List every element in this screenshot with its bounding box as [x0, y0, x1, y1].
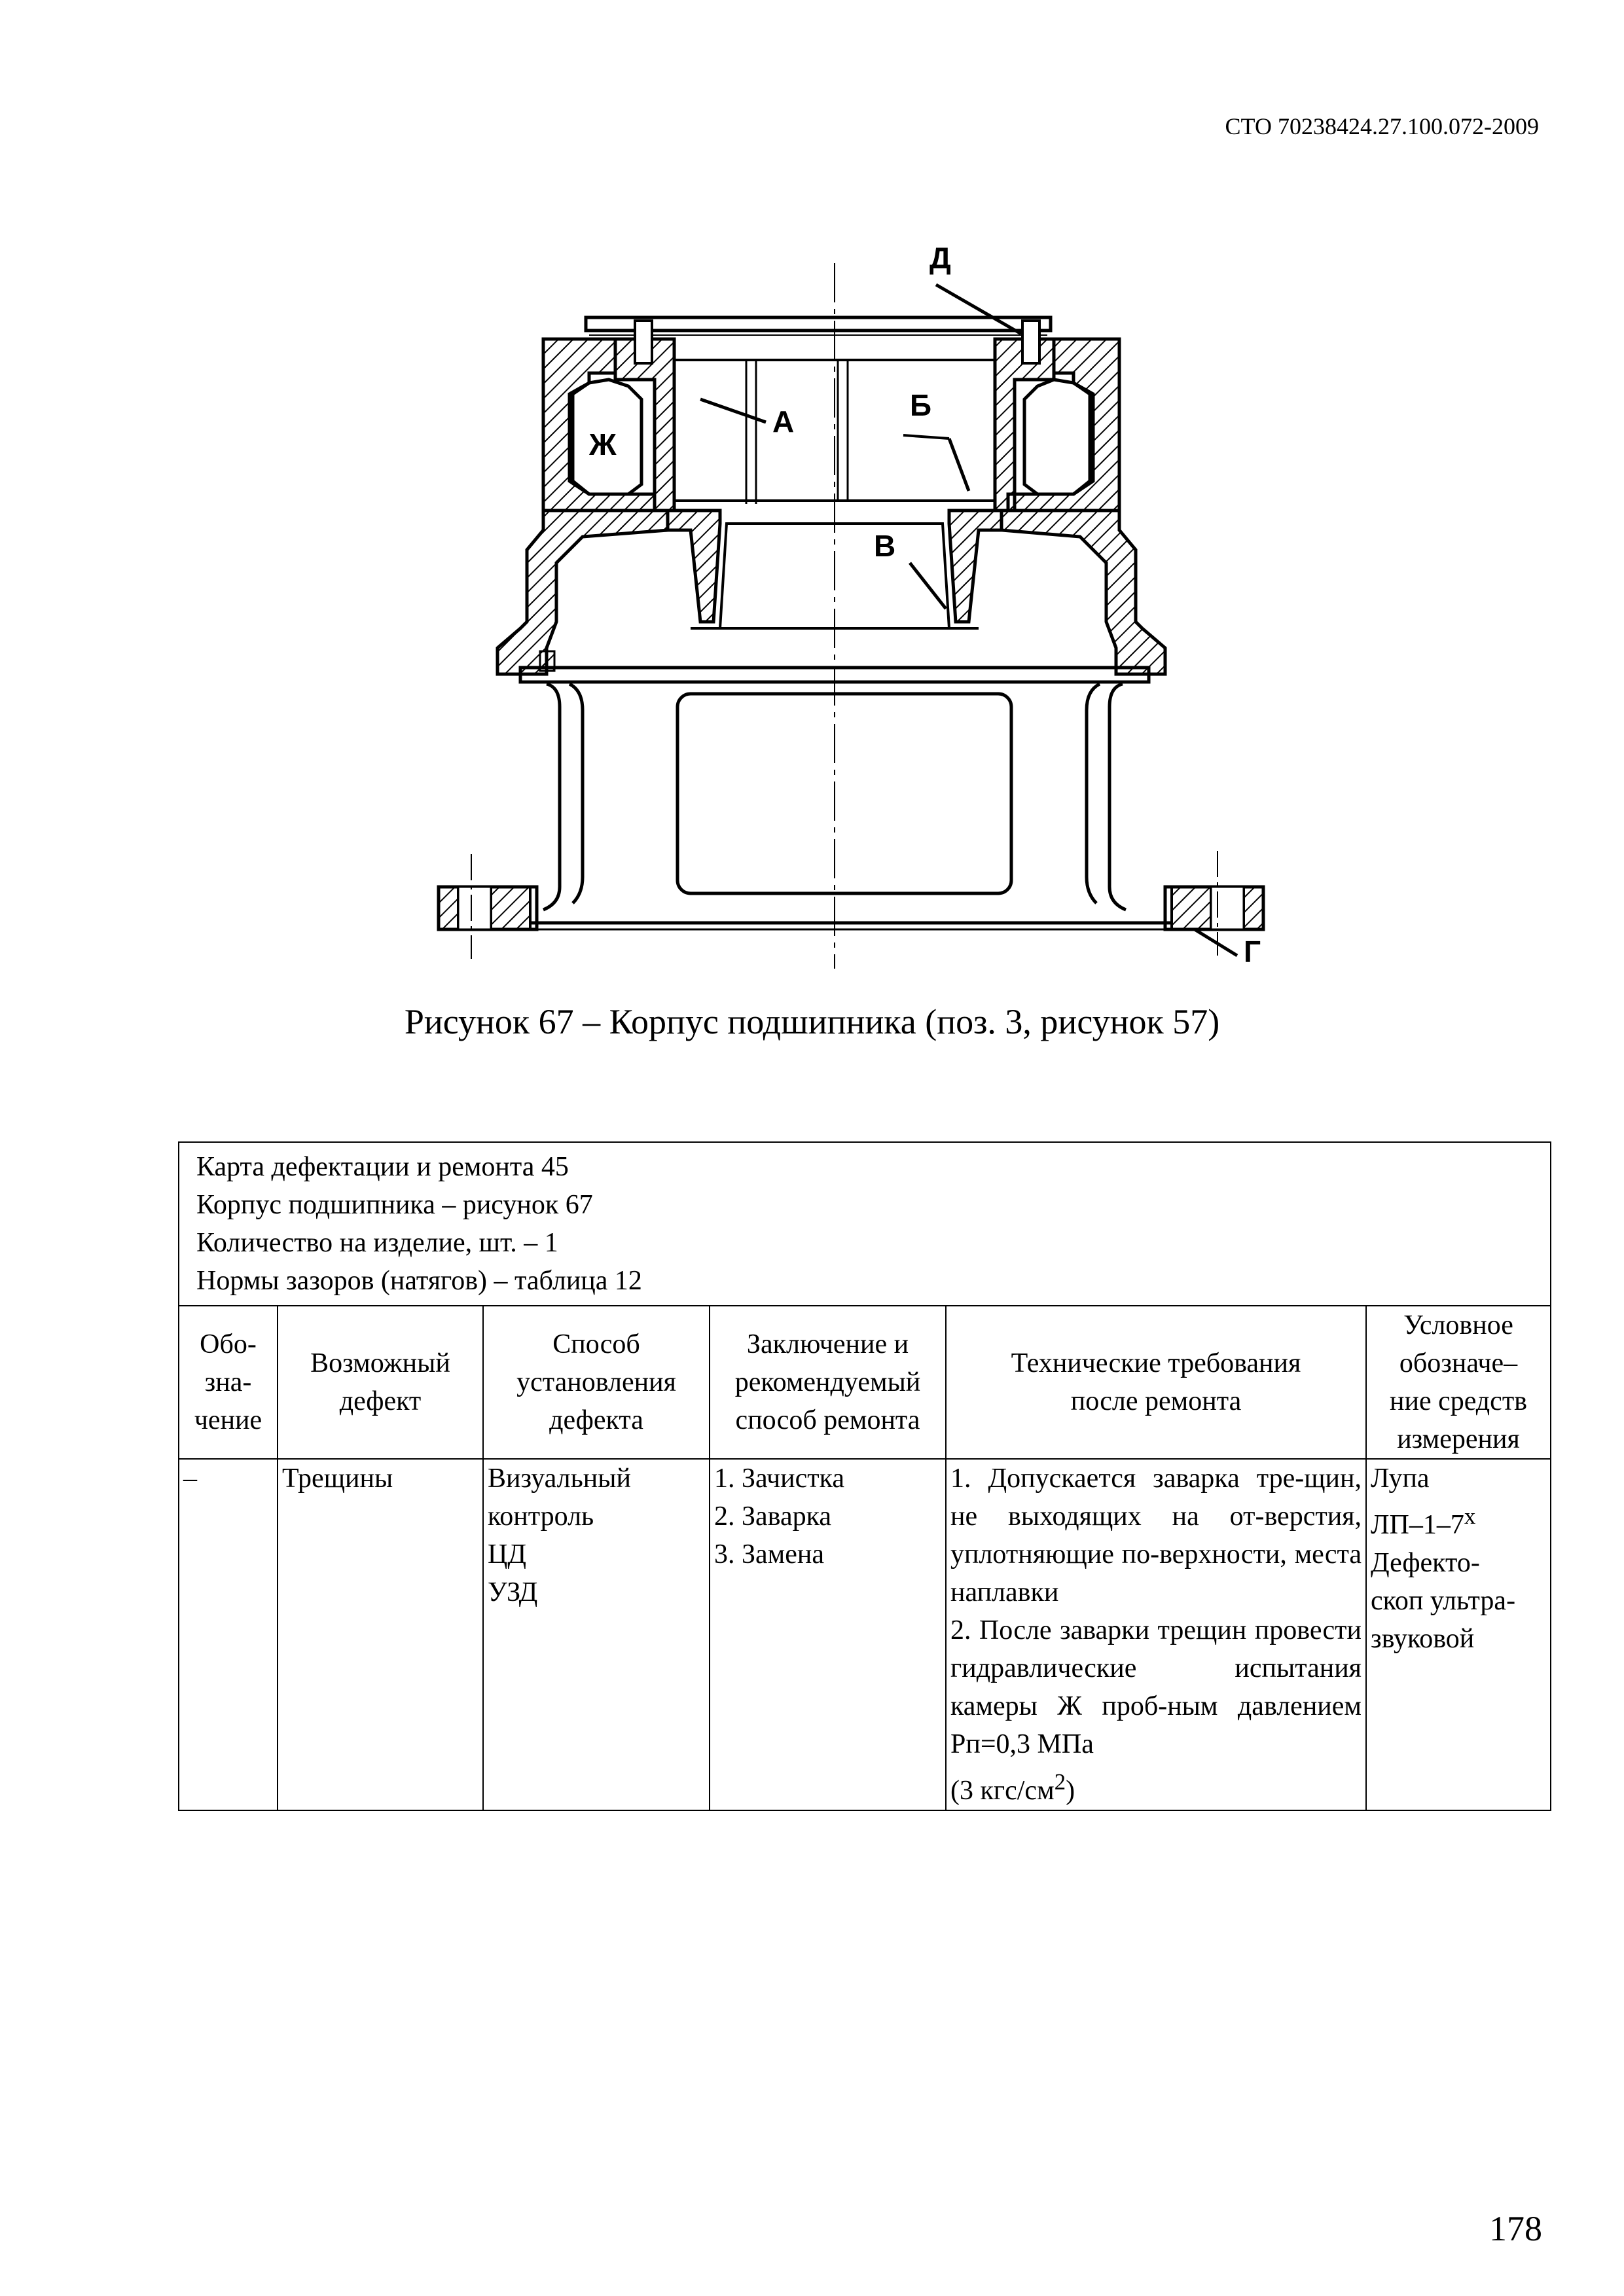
label-v: В [874, 529, 896, 563]
label-b: Б [910, 388, 932, 422]
figure-caption: Рисунок 67 – Корпус подшипника (поз. 3, рисунок 57) [404, 1002, 1220, 1041]
bolt-hole-left [635, 321, 652, 363]
col-header-repair-method: Заключение и рекомендуемый способ ремонта [710, 1306, 946, 1459]
cell-repair-method: 1. Зачистка 2. Заварка 3. Замена [710, 1459, 946, 1810]
lower-window [677, 694, 1011, 893]
card-info-norms: Нормы зазоров (натягов) – таблица 12 [196, 1266, 642, 1296]
lower-body-left-wall [543, 684, 583, 910]
col-header-defect: Возможный дефект [278, 1306, 483, 1459]
card-info-row [179, 1142, 1551, 1306]
cell-detection-method: Визуальный контроль ЦД УЗД [483, 1459, 710, 1810]
col-header-measuring-tools: Условное обозначе– ние средств измерения [1366, 1306, 1551, 1459]
label-zh: Ж [589, 427, 617, 461]
chamber-zh-right [1024, 380, 1090, 494]
col-header-detection-method: Способ установления дефекта [483, 1306, 710, 1459]
table-row [179, 1459, 1551, 1810]
bolt-hole-right [1022, 321, 1039, 363]
document-code: СТО 70238424.27.100.072-2009 [1225, 113, 1539, 139]
col-header-tech-requirements: Технические требования после ремонта [946, 1306, 1366, 1459]
card-info-quantity: Количество на изделие, шт. – 1 [196, 1228, 558, 1258]
requirement-2-units: (3 кгс/$см^2$) [950, 1769, 1075, 1806]
card-info [179, 1142, 1551, 1306]
card-info-title: Карта дефектации и ремонта 45 [196, 1152, 569, 1182]
label-a: А [772, 404, 795, 439]
requirement-2: 2. После заварки трещин провести гидравлические испытания камеры Ж проб-ным давлением Рп=0,3 МПа [950, 1615, 1362, 1759]
bearing-housing-drawing [393, 223, 1309, 1001]
lower-body-right-wall [1087, 684, 1126, 910]
cell-designation: – [179, 1459, 278, 1810]
inner-hub-section [668, 511, 720, 622]
cell-measuring-tools: Лупа $ЛП-1-7^х$ Дефекто- скоп ультра- звуковой [1366, 1459, 1551, 1810]
defect-repair-card [178, 1141, 1551, 1811]
page-number: 178 [1489, 2209, 1542, 2248]
right-body-section [1001, 511, 1165, 674]
requirement-1: 1. Допускается заварка тре-щин, не выходящих на от-верстия, уплотняющие по-верхности, места наплавки [950, 1463, 1362, 1607]
card-info-part: Корпус подшипника – рисунок 67 [196, 1190, 593, 1220]
left-body-section [497, 511, 668, 674]
label-g: Г [1244, 935, 1261, 969]
cell-tech-requirements [946, 1459, 1366, 1810]
cell-defect: Трещины [278, 1459, 483, 1810]
top-rim [586, 317, 1051, 331]
label-d: Д [929, 241, 951, 275]
table-header-row [179, 1306, 1551, 1459]
col-header-designation: Обо- зна- чение [179, 1306, 278, 1459]
